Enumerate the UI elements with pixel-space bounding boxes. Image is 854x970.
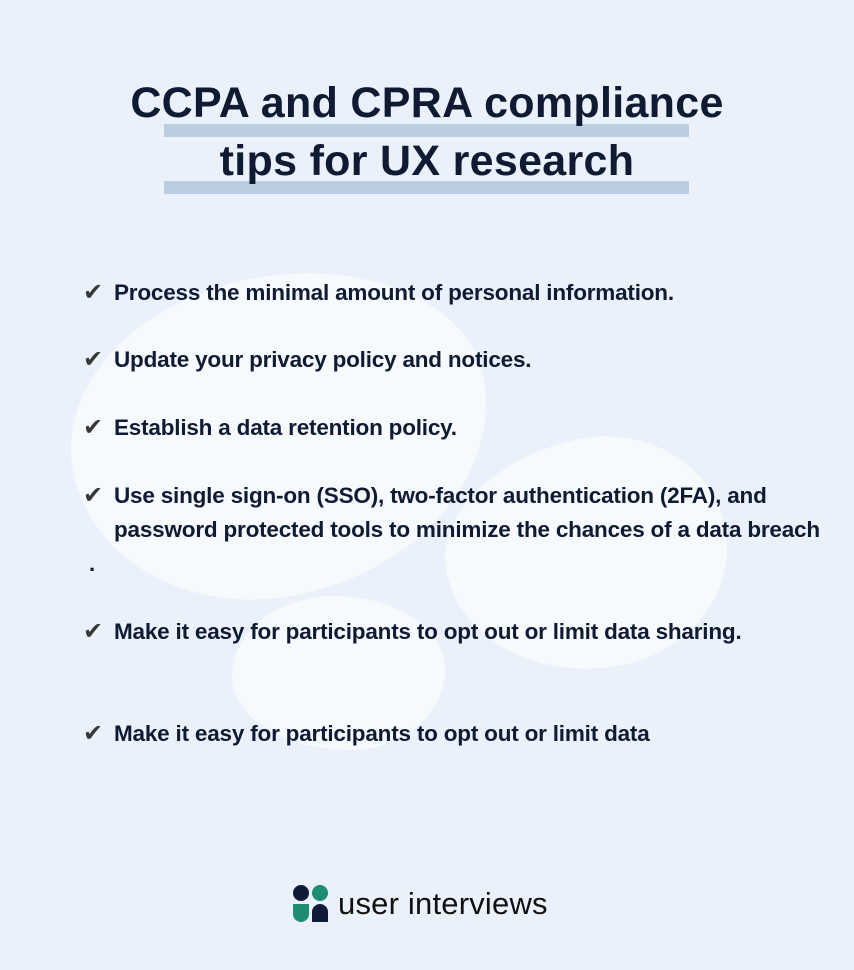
tip-text: Use single sign-on (SSO), two-factor authentication (2FA), and password protected tools to minimize the chances of a data breach [114,483,820,542]
tip-text: Update your privacy policy and notices. [114,347,532,372]
user-interviews-logo-icon [293,885,328,922]
tip-text: Establish a data retention policy. [114,415,457,440]
logo-circle-teal [312,885,328,901]
title-line-2: tips for UX research [219,137,635,185]
checkmark-icon: ✔ [83,346,103,373]
list-item [83,615,742,649]
title-line-1: CCPA and CPRA compliance [130,79,724,127]
tip-text: Process the minimal amount of personal information. [114,280,674,305]
stray-period: . [89,551,96,576]
list-item [83,276,674,310]
checkmark-icon: ✔ [83,414,103,441]
checkmark-icon: ✔ [83,720,103,747]
checkmark-icon: ✔ [83,279,103,306]
list-item [83,343,531,377]
tip-text: Make it easy for participants to opt out or limit data sharing. [114,619,742,644]
brand-logo [293,885,548,922]
brand-name: user interviews [338,886,548,921]
list-item [83,717,650,751]
logo-shape-teal [293,904,309,922]
logo-circle-navy [293,885,309,901]
list-item [83,479,823,547]
page-title [0,74,854,190]
checkmark-icon: ✔ [83,618,103,645]
logo-shape-navy [312,904,328,922]
checkmark-icon: ✔ [83,482,103,509]
list-item [83,411,457,445]
tip-text: Make it easy for participants to opt out or limit data [114,721,650,746]
